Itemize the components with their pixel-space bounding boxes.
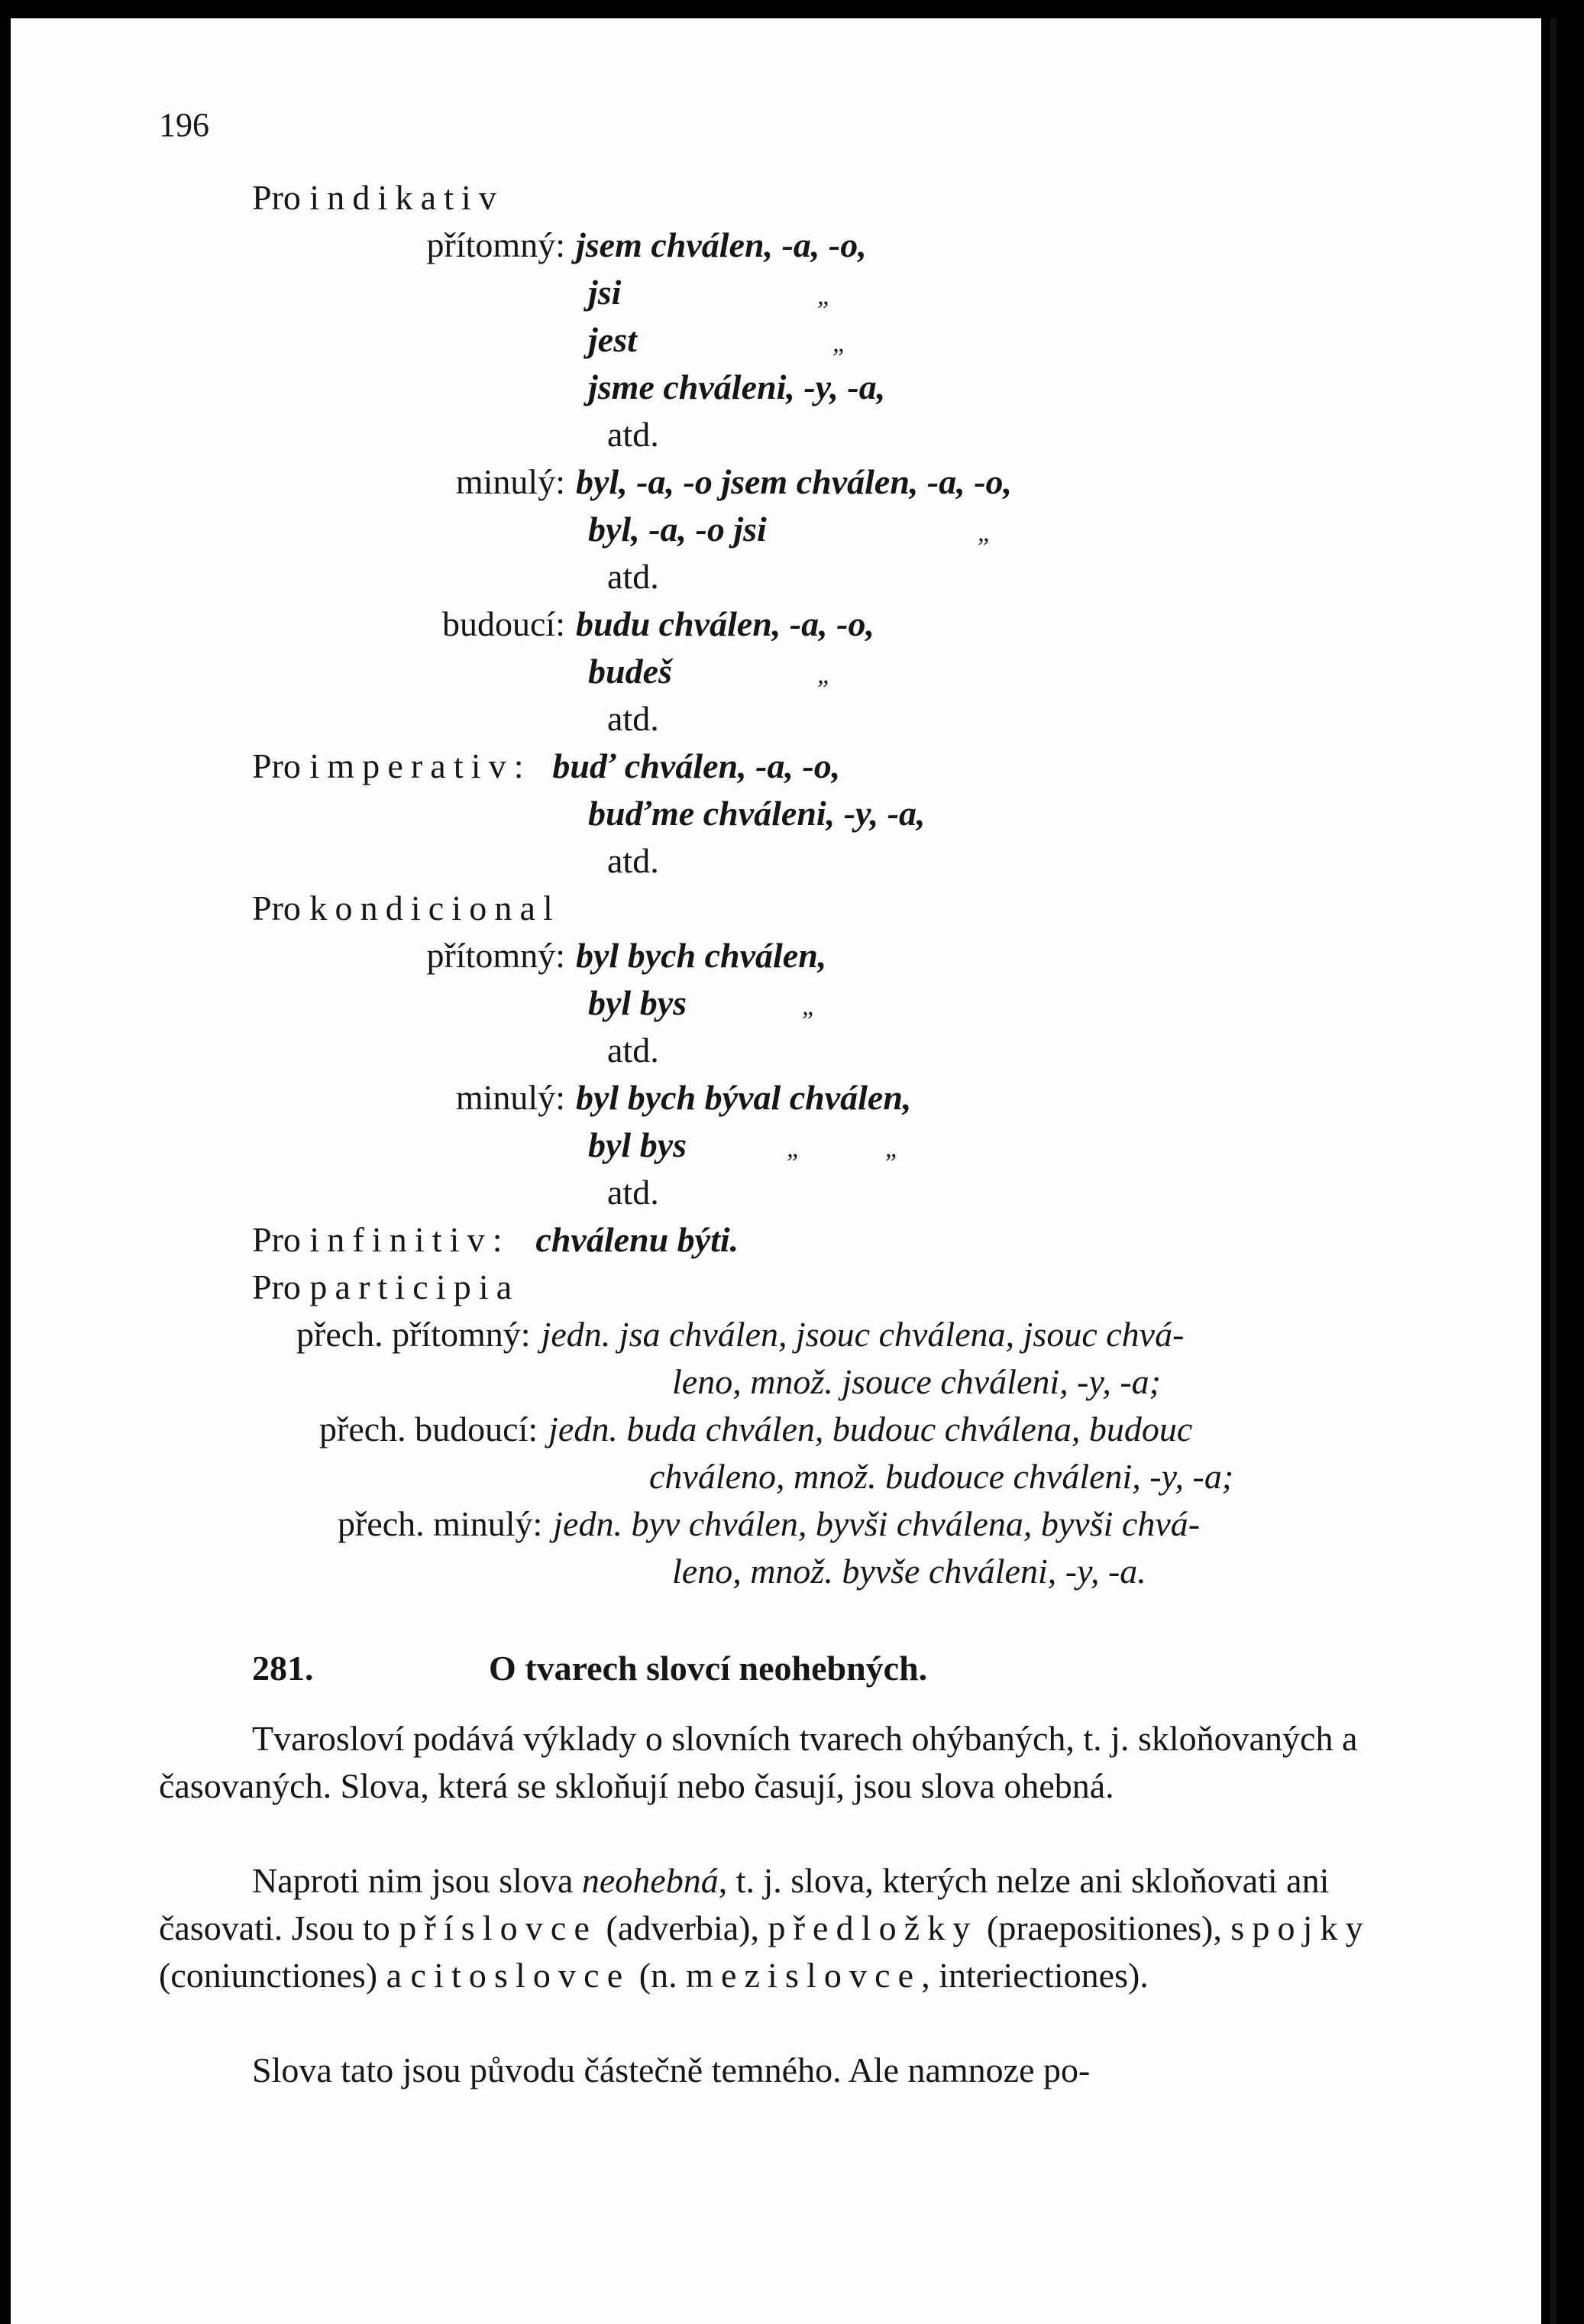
label-past: minulý: bbox=[455, 462, 565, 501]
indikativ-present-row-1: přítomný: jsem chválen, -a, -o, bbox=[252, 223, 867, 267]
page-number: 196 bbox=[159, 106, 209, 144]
participle-present-row-2: leno, množ. jsouce chváleni, -y, -a; bbox=[672, 1362, 1161, 1401]
ditto-mark: „ bbox=[802, 992, 816, 1021]
participle-future-row-1: přech. budoucí: jedn. buda chválen, budouc chválena, budouc bbox=[319, 1407, 1192, 1452]
paragraph-2: Naproti nim jsou slova neohebná, t. j. slova, kterých nelze ani skloňovati ani časovati. Jsou to příslovce (adverbia), předložky (praepositiones), spojky (coniunctiones) a citoslovce (n. mezislovce, interiectiones). bbox=[159, 1861, 1371, 1995]
participle-present-row-1 bbox=[296, 1313, 1184, 1357]
label-present: přítomný: bbox=[426, 936, 565, 975]
indikativ-past-atd: atd. bbox=[607, 557, 659, 596]
indikativ-past-row-2: byl, -a, -o jsi „ bbox=[588, 507, 992, 555]
kondicional-term: kondicional bbox=[309, 888, 561, 927]
participle-past-row-2: leno, množ. byvše chváleni, -y, -a. bbox=[672, 1552, 1146, 1591]
term-citoslovce: citoslovce bbox=[410, 1956, 631, 1995]
label-prech-past: přech. minulý: bbox=[338, 1504, 543, 1543]
kondicional-past-atd: atd. bbox=[607, 1173, 659, 1212]
kondicional-heading: Pro kondicional bbox=[252, 888, 561, 927]
label-present: přítomný: bbox=[426, 225, 565, 264]
ditto-mark: „ bbox=[787, 1134, 801, 1163]
section-title: O tvarech slovcí neohebných. bbox=[489, 1649, 928, 1688]
label-prech-present: přech. přítomný: bbox=[296, 1315, 531, 1354]
participle-future-row-2: chváleno, množ. budouce chváleni, -y, -a; bbox=[649, 1457, 1234, 1496]
term-predlozky: předložky bbox=[768, 1908, 978, 1947]
indikativ-term: indikativ bbox=[309, 178, 505, 217]
indikativ-present-row-4: jsme chváleni, -y, -a, bbox=[588, 367, 886, 406]
participia-term: participia bbox=[309, 1267, 520, 1306]
indikativ-future-atd: atd. bbox=[607, 699, 659, 738]
term-mezislovce: mezislovce bbox=[686, 1956, 922, 1995]
term-neohebna: neohebná bbox=[581, 1861, 719, 1900]
indikativ-present-row-2: jsi „ bbox=[588, 270, 832, 319]
label-prech-future: přech. budoucí: bbox=[319, 1410, 538, 1448]
kondicional-present-row-2: byl bys „ bbox=[588, 981, 816, 1029]
participia-heading: Pro participia bbox=[252, 1267, 520, 1306]
scan-edge bbox=[1550, 18, 1557, 2324]
imperativ-term: imperativ: bbox=[309, 746, 532, 785]
indikativ-past-row-1: minulý: byl, -a, -o jsem chválen, -a, -o, bbox=[252, 460, 1012, 504]
indikativ-future-row-1: budoucí: budu chválen, -a, -o, bbox=[252, 602, 874, 646]
label-past: minulý: bbox=[455, 1078, 565, 1117]
term-spojky: spojky bbox=[1230, 1908, 1371, 1947]
participle-past-row-1: přech. minulý: jedn. byv chválen, byvši chválena, byvši chvá- bbox=[338, 1502, 1200, 1546]
kondicional-present-atd: atd. bbox=[607, 1031, 659, 1070]
kondicional-past-row-1: minulý: byl bych býval chválen, bbox=[252, 1076, 911, 1120]
imperativ-atd: atd. bbox=[607, 841, 659, 880]
section-number: 281. bbox=[252, 1649, 314, 1688]
label-future: budoucí: bbox=[442, 604, 565, 643]
imperativ-row-2: buďme chváleni, -y, -a, bbox=[588, 794, 926, 833]
imperativ-row-1: Pro imperativ: buď chválen, -a, -o, bbox=[252, 744, 840, 788]
indikativ-present-atd: atd. bbox=[607, 415, 659, 454]
kondicional-present-row-1: přítomný: byl bych chválen, bbox=[252, 934, 826, 978]
indikativ-future-row-2: budeš „ bbox=[588, 649, 832, 698]
indikativ-heading: Pro indikativ bbox=[252, 178, 505, 217]
infinitiv-row: Pro infinitiv: chválenu býti. bbox=[252, 1218, 739, 1262]
ditto-mark: „ bbox=[884, 1134, 900, 1163]
paragraph-1: Tvarosloví podává výklady o slovních tvarech ohýbaných, t. j. skloňovaných a časovaných. Slova, která se skloňují nebo časují, jsou slova ohebná. bbox=[159, 1719, 1358, 1805]
ditto-mark: „ bbox=[832, 329, 847, 358]
ditto-mark: „ bbox=[817, 282, 832, 310]
kondicional-past-row-2: byl bys „ „ bbox=[588, 1123, 900, 1171]
term-prislovce: příslovce bbox=[399, 1908, 597, 1947]
ditto-mark: „ bbox=[817, 661, 832, 689]
infinitiv-term: infinitiv: bbox=[309, 1220, 510, 1259]
paragraph-3: Slova tato jsou původu částečně temného. Ale namnoze po- bbox=[252, 2050, 1091, 2089]
ditto-mark: „ bbox=[978, 519, 992, 547]
indikativ-present-row-3: jest „ bbox=[588, 318, 847, 366]
participle-text: jedn. jsa chválen, jsouc chválena, jsouc chvá- bbox=[541, 1315, 1185, 1354]
